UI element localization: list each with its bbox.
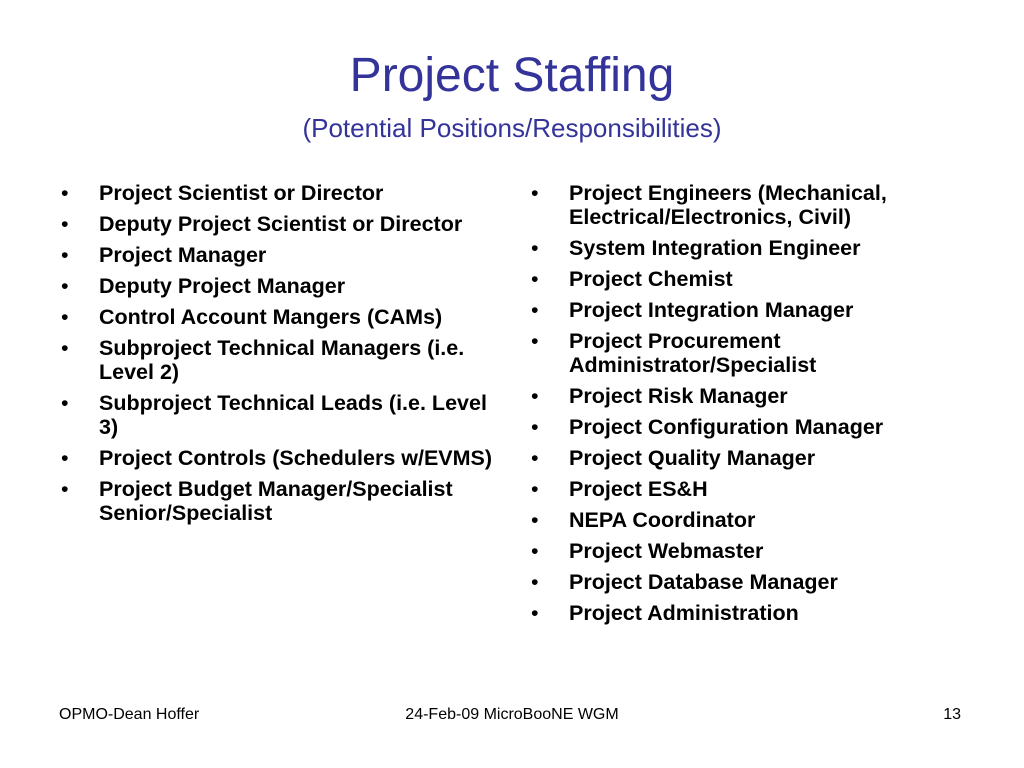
bullet-icon: • [531,601,539,625]
list-item [59,212,499,236]
list-item [529,384,969,408]
footer-page-number: 13 [943,706,961,723]
list-item [529,298,969,322]
left-bullet-list [59,181,499,532]
list-item-text: Deputy Project Scientist or Director [99,212,463,236]
list-item [59,181,499,205]
list-item [59,477,499,525]
bullet-icon: • [61,336,69,360]
list-item [59,336,499,384]
bullet-icon: • [531,329,539,353]
bullet-icon: • [61,305,69,329]
list-item [529,601,969,625]
list-item-text: Project Procurement Administrator/Specialist [569,329,817,377]
right-bullet-list [529,181,969,632]
list-item-text: Control Account Mangers (CAMs) [99,305,443,329]
bullet-icon: • [531,415,539,439]
list-item [529,329,969,377]
list-item [529,570,969,594]
list-item-text: Project Manager [99,243,267,267]
list-item-text: Project Controls (Schedulers w/EVMS) [99,446,493,470]
list-item-text: Project Chemist [569,267,733,291]
bullet-icon: • [61,477,69,501]
list-item [59,305,499,329]
list-item-text: Subproject Technical Managers (i.e. Level 2) [99,336,465,384]
footer-date-event: 24-Feb-09 MicroBooNE WGM [405,706,619,723]
bullet-icon: • [61,181,69,205]
list-item-text: Project Webmaster [569,539,764,563]
bullet-icon: • [61,274,69,298]
footer-author: OPMO-Dean Hoffer [59,706,200,723]
list-item-text: Project Quality Manager [569,446,816,470]
list-item [529,508,969,532]
bullet-icon: • [61,391,69,415]
list-item-text: Project ES&H [569,477,708,501]
list-item [529,236,969,260]
list-item-text: Project Engineers (Mechanical, Electrical/Electronics, Civil) [569,181,887,229]
list-item [59,274,499,298]
list-item [529,539,969,563]
list-item-text: Project Database Manager [569,570,838,594]
list-item [529,267,969,291]
slide-subtitle: (Potential Positions/Responsibilities) [302,113,722,143]
list-item-text: Project Configuration Manager [569,415,884,439]
list-item-text: Deputy Project Manager [99,274,346,298]
bullet-icon: • [531,236,539,260]
bullet-icon: • [61,212,69,236]
list-item-text: Subproject Technical Leads (i.e. Level 3) [99,391,487,439]
list-item [529,477,969,501]
list-item-text: Project Scientist or Director [99,181,384,205]
list-item [529,446,969,470]
list-item-text: Project Risk Manager [569,384,788,408]
bullet-icon: • [61,243,69,267]
bullet-icon: • [531,477,539,501]
bullet-icon: • [531,384,539,408]
list-item-text: Project Budget Manager/Specialist Senior/Specialist [99,477,453,525]
list-item [529,415,969,439]
slide-title: Project Staffing [349,49,675,102]
list-item-text: Project Integration Manager [569,298,854,322]
list-item [59,446,499,470]
list-item [59,243,499,267]
list-item [529,181,969,229]
bullet-icon: • [531,539,539,563]
bullet-icon: • [531,267,539,291]
bullet-icon: • [531,446,539,470]
list-item-text: NEPA Coordinator [569,508,756,532]
list-item-text: Project Administration [569,601,799,625]
list-item-text: System Integration Engineer [569,236,861,260]
bullet-icon: • [531,570,539,594]
bullet-icon: • [531,181,539,205]
bullet-icon: • [61,446,69,470]
bullet-icon: • [531,298,539,322]
bullet-icon: • [531,508,539,532]
list-item [59,391,499,439]
